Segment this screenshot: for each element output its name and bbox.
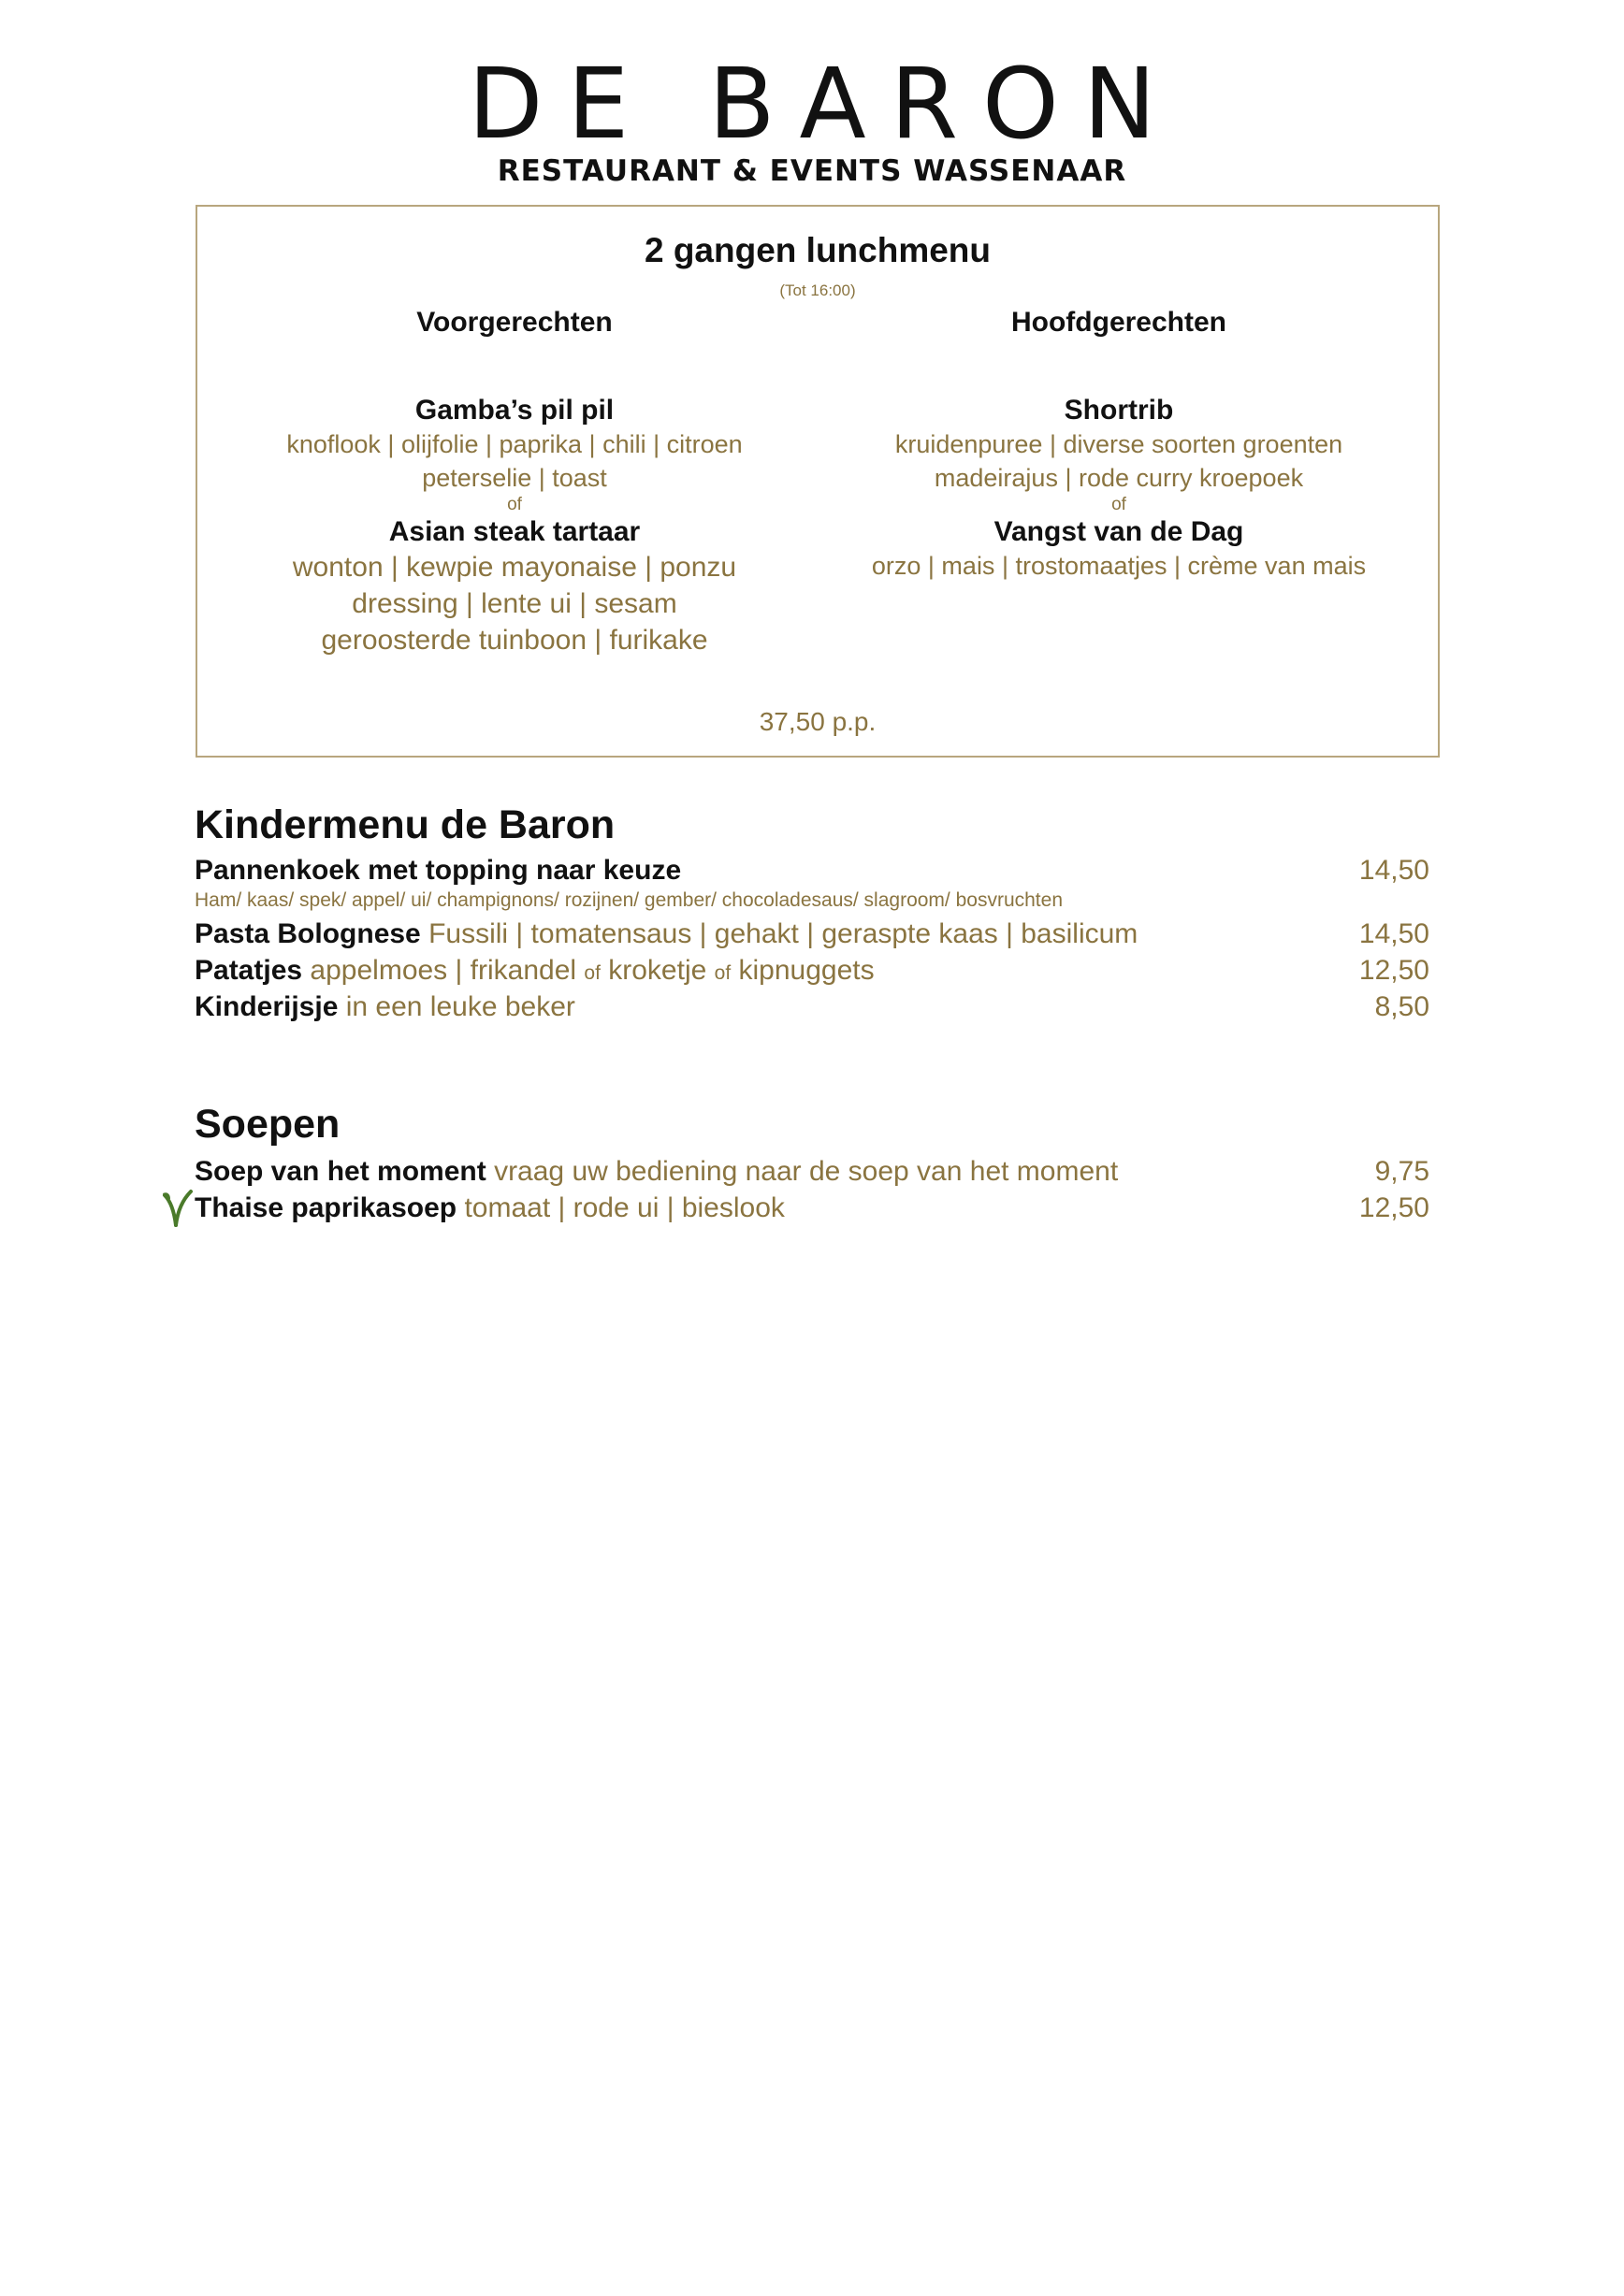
dish-description: knoflook | olijfolie | paprika | chili | citroen: [286, 430, 743, 458]
or-separator: of: [1111, 495, 1126, 514]
item-price: 12,50: [1358, 955, 1429, 986]
voorgerechten-column: [253, 304, 776, 658]
menu-item: [195, 989, 1429, 1025]
item-description: tomaat | rode ui | bieslook: [464, 1192, 785, 1223]
soepen-title: Soepen: [195, 1102, 341, 1147]
lunch-menu-time: (Tot 16:00): [779, 282, 856, 299]
menu-item: [195, 1154, 1429, 1190]
item-price: 14,50: [1358, 918, 1429, 949]
menu-item: [195, 953, 1429, 989]
or-separator: of: [507, 495, 522, 514]
item-name: Pannenkoek met topping naar keuze: [195, 855, 682, 886]
item-name: Patatjes: [195, 955, 303, 986]
voorgerechten-heading: Voorgerechten: [416, 307, 613, 338]
dish-description: orzo | mais | trostomaatjes | crème van mais: [871, 552, 1367, 580]
lunch-menu-title: 2 gangen lunchmenu: [644, 231, 992, 269]
item-description: kipnuggets: [738, 955, 875, 986]
item-price: 12,50: [1358, 1192, 1429, 1223]
item-description: vraag uw bediening naar de soep van het moment: [494, 1156, 1119, 1187]
item-name: Soep van het moment: [195, 1156, 486, 1187]
dish-description: dressing | lente ui | sesam: [352, 588, 677, 619]
logo-name: DE BARON: [468, 47, 1181, 161]
menu-item: [195, 853, 1429, 888]
kindermenu-title: Kindermenu de Baron: [195, 802, 616, 847]
or-separator: of: [714, 962, 732, 984]
item-toppings: Ham/ kaas/ spek/ appel/ ui/ champignons/ rozijnen/ gember/ chocoladesaus/ slagroom/ bosvruchten: [195, 889, 1063, 911]
item-description: in een leuke beker: [345, 991, 575, 1022]
item-price: 14,50: [1358, 855, 1429, 886]
hoofdgerechten-column: [857, 304, 1381, 583]
restaurant-logo: [0, 47, 1624, 188]
dish-description: geroosterde tuinboon | furikake: [321, 625, 708, 656]
item-description: Fussili | tomatensaus | gehakt | geraspte kaas | basilicum: [428, 918, 1138, 949]
item-name: Pasta Bolognese: [195, 918, 421, 949]
dish-description: madeirajus | rode curry kroepoek: [934, 464, 1304, 492]
logo-tagline: RESTAURANT & EVENTS WASSENAAR: [497, 154, 1127, 188]
dish-description: wonton | kewpie mayonaise | ponzu: [292, 552, 737, 583]
menu-item: [195, 917, 1429, 952]
item-name: Thaise paprikasoep: [195, 1192, 457, 1223]
lunch-menu-box: [196, 205, 1440, 758]
dish-name: Shortrib: [1064, 395, 1174, 426]
dish-name: Asian steak tartaar: [388, 516, 641, 547]
lunch-menu-price: 37,50 p.p.: [759, 707, 877, 736]
menu-item: [195, 1191, 1429, 1226]
vegan-leaf-icon: [161, 1188, 193, 1229]
or-separator: of: [584, 962, 601, 984]
dish-name: Vangst van de Dag: [993, 516, 1244, 547]
item-description: appelmoes | frikandel: [310, 955, 577, 986]
item-name: Kinderijsje: [195, 991, 339, 1022]
hoofdgerechten-heading: Hoofdgerechten: [1010, 307, 1226, 338]
item-price: 9,75: [1374, 1156, 1429, 1187]
dish-name: Gamba’s pil pil: [414, 395, 615, 426]
dish-description: kruidenpuree | diverse soorten groenten: [894, 430, 1343, 458]
item-description: kroketje: [608, 955, 707, 986]
item-price: 8,50: [1374, 991, 1429, 1022]
dish-description: peterselie | toast: [422, 464, 607, 492]
